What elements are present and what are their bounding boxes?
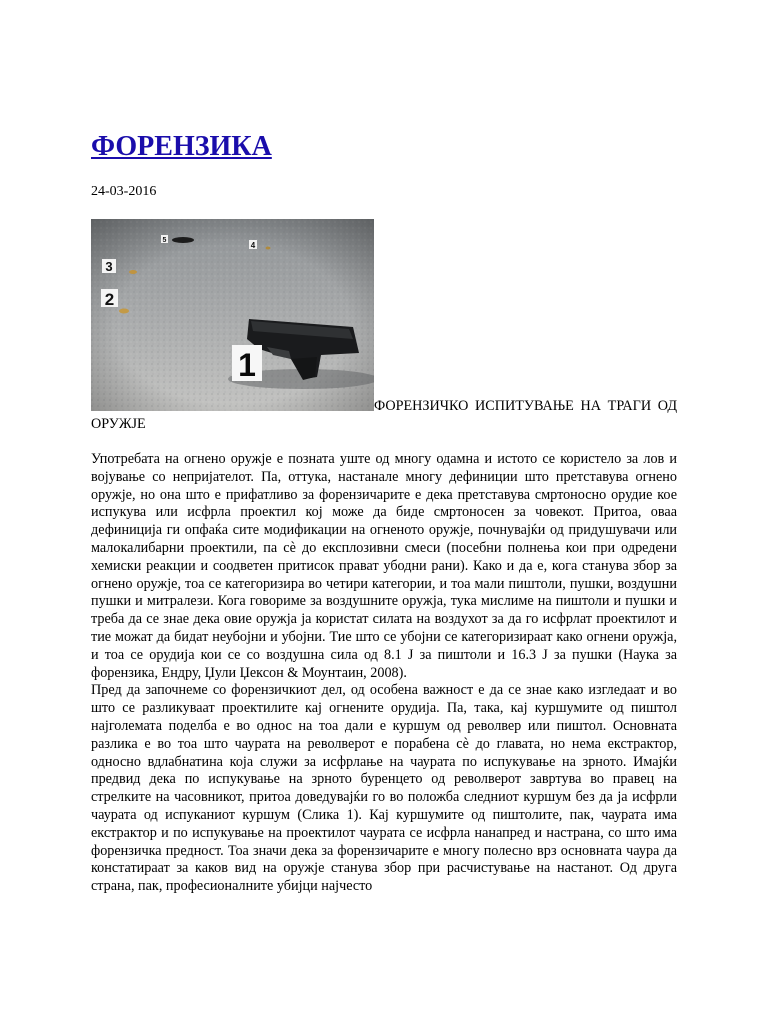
svg-text:5: 5: [162, 237, 167, 244]
article-title-link[interactable]: ФОРЕНЗИКА: [91, 131, 272, 162]
article-date: 24-03-2016: [91, 184, 157, 199]
figure-caption: ФОРЕНЗИЧКО ИСПИТУВАЊЕ НА ТРАГИ ОД ОРУЖЈЕ: [91, 398, 677, 432]
article-paragraph: Употребата на огнено оружје е позната уште од многу одамна и истото се користело за лов и војување со непријателот. Па, оттука, настанале многу дефиниции што претставува огнено оружје, но она што е прифатливо за форензичарите е дека претставува смртоносно орудие кое испукува или исфрла проектил кој може да биде смртоносен за човекот. Притоа, оваа дефиниција ги опфаќа сите модификации на огненото оружје, почнувајќи од придушувачи или малокалибарни проектили, па сè до експлозивни смеси (посебни полнења кои при одредени хемиски реакции и соодветен притисок прават убодни рани). Како и да е, кога станува збор за огнено оружје, тоа се категоризира во четири категории, и тоа мали пиштоли, пушки, воздушни пушки и митралези. Кога говориме за воздушните оружја, тука мислиме на пиштоли и пушки и треба да се знае дека овие оружја ја користат силата на воздухот за да го исфрлат проектилот и тие можат да бидат неубојни и убојни. Тие што се убојни се категоризираат како огнени оружја, и тоа се орудија кои се со воздушна сила од 8.1 J за пиштоли и 16.3 J за пушки (Наука за форензика, Ендру, Џули Џексон & Моунтаин, 2008).: [91, 451, 677, 681]
svg-text:1: 1: [238, 347, 256, 383]
svg-text:3: 3: [105, 259, 113, 274]
crime-scene-photo: [91, 219, 374, 411]
svg-text:4: 4: [250, 241, 256, 250]
article-paragraph: Пред да започнеме со форензичкиот дел, од особена важност е да се знае како изгледаат и во што се разликуваат проектилите кај огнените орудија. Па, така, кај куршумите од пиштол најголемата поделба е во однос на тоа дали е куршум од револвер или пиштол. Основната разлика е во тоа што чаурата на револверот е порабена сè до главата, но нема екстрактор, односно вдлабнатина која служи за исфрлање на чаурата по испукување на зрното. Имајќи предвид дека по испукување на зрното буренцето од револверот завртува во правец на стрелките на часовникот, притоа доведувајќи го во положба следниот куршум без да ја исфрли чаурата од испуканиот куршум (Слика 1). Кај куршумите од пиштолите, пак, чаурата има екстрактор и по испукување на проектилот чаурата се исфрла нанапред и настрана, со што има форензичка предност. Тоа значи дека за форензичарите е многу полесно врз основната чаура да констатираат за каков вид на оружје станува збор при расчистување на настанот. Од друга страна, пак, професионалните убијци најчесто: [91, 682, 677, 895]
article-body: [91, 451, 677, 896]
svg-text:2: 2: [104, 290, 115, 309]
